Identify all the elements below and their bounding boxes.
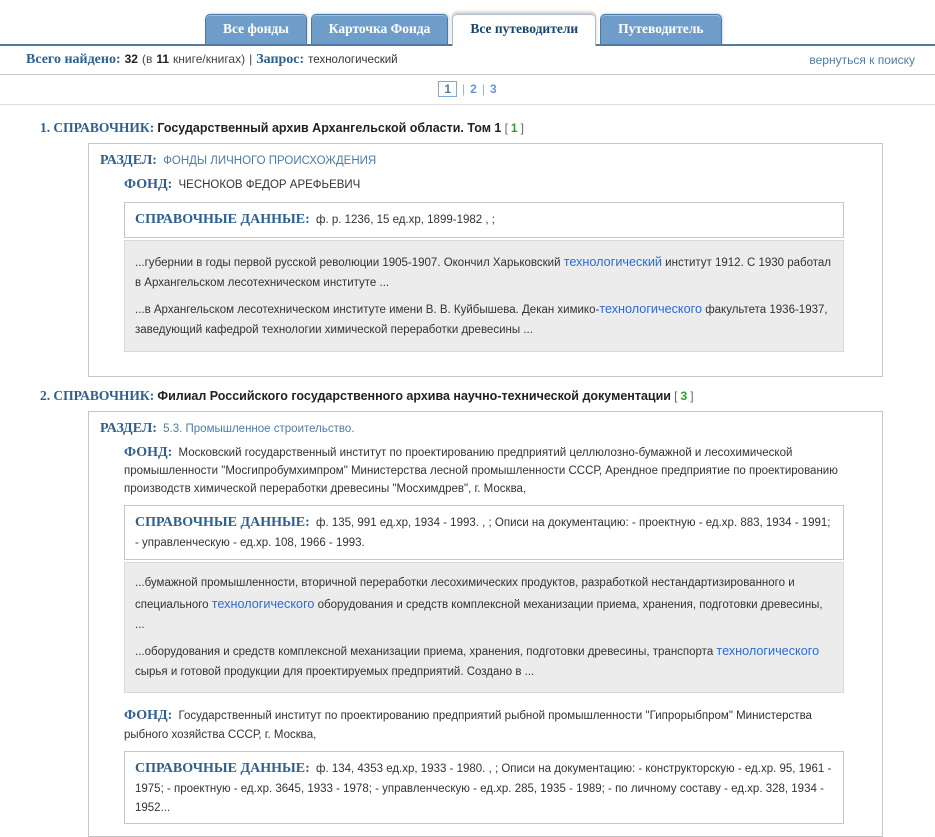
fond-details xyxy=(124,751,844,824)
snippet-text xyxy=(135,251,833,293)
reference-data-box xyxy=(124,751,844,824)
snippet-part: ...бумажной промышленности, вторичной переработки лесохимических продуктов, разработкой нестандартизированного и специального xyxy=(135,576,795,611)
snippet-part: ...губернии в годы первой русской революции 1905-1907. Окончил Харьковский xyxy=(135,257,564,270)
query-label: Запрос: xyxy=(256,52,305,67)
tab-3[interactable]: Все путеводители xyxy=(452,14,596,46)
fond-details xyxy=(124,505,844,693)
fond-name: Государственный институт по проектированию предприятий рыбной промышленности "Гипрорыбпром" Министерства рыбного хозяйства СССР, г. Москва, xyxy=(124,710,812,742)
bracket-open: [ xyxy=(674,388,678,403)
reference-data-value: ф. р. 1236, 15 ед.хр, 1899-1982 , ; xyxy=(315,213,495,226)
snippet-text xyxy=(135,573,833,635)
page-2[interactable]: 2 xyxy=(470,82,477,96)
result-title: Филиал Российского государственного архива научно-технической документации xyxy=(157,388,671,403)
fond-details xyxy=(124,202,844,352)
snippet-highlight: технологический xyxy=(563,255,662,270)
fond-name: Московский государственный институт по проектированию предприятий целлюлозно-бумажной и лесохимической промышленности "Мосгипробумхимпром" Министерства лесной промышленности СССР, Арендное предприятие по проектированию производств химической переработки древесины "Мосхимдрев", г. Москва, xyxy=(124,446,838,496)
reference-data-label: СПРАВОЧНЫЕ ДАННЫЕ: xyxy=(135,514,310,530)
query-value: технологический xyxy=(308,54,398,66)
result-header xyxy=(40,120,935,136)
snippets-box xyxy=(124,562,844,694)
snippet-part: ...оборудования и средств комплексной механизации приема, хранения, подготовки древесины, транспорта xyxy=(135,646,717,659)
tab-4[interactable]: Путеводитель xyxy=(600,14,721,44)
section-row xyxy=(100,153,882,169)
tab-bar xyxy=(0,0,935,46)
fond-row xyxy=(124,442,842,499)
page-1: 1 xyxy=(438,81,457,97)
section-row xyxy=(100,421,882,437)
books-count: 11 xyxy=(156,52,170,66)
bracket-close: ] xyxy=(690,388,694,403)
pagination xyxy=(0,75,935,105)
result-type-label: СПРАВОЧНИК: xyxy=(53,387,155,403)
fond-row xyxy=(124,705,842,745)
results-summary-bar xyxy=(0,46,935,75)
fond-row xyxy=(124,174,842,196)
snippet-highlight: технологического xyxy=(211,596,315,611)
reference-data-value: ф. 135, 991 ед.хр, 1934 - 1993. , ; Описи на документацию: - проектную - ед.хр. 883, 1934 - 1991; - управленческую - ед.хр. 108, 1966 - 1993. xyxy=(135,516,831,550)
found-count: 32 xyxy=(124,52,138,66)
result-number: 1. xyxy=(40,120,51,135)
reference-data-box xyxy=(124,202,844,238)
section-link[interactable]: ФОНДЫ ЛИЧНОГО ПРОИСХОЖДЕНИЯ xyxy=(163,155,377,167)
result-body xyxy=(88,143,883,377)
search-result xyxy=(0,120,935,377)
section-link[interactable]: 5.3. Промышленное строительство. xyxy=(163,422,355,435)
result-title: Государственный архив Архангельской области. Том 1 xyxy=(157,121,502,135)
books-prefix: (в xyxy=(141,52,153,66)
result-number: 2. xyxy=(40,387,51,403)
fond-label: ФОНД: xyxy=(124,444,173,460)
snippet-highlight: технологического xyxy=(716,644,820,659)
reference-data-box xyxy=(124,505,844,560)
snippet-part: ...в Архангельском лесотехническом институте имени В. В. Куйбышева. Декан химико- xyxy=(135,304,600,317)
search-result xyxy=(0,388,935,837)
reference-data-value: ф. 134, 4353 ед.хр, 1933 - 1980. , ; Описи на документацию: - конструкторскую - ед.хр. 95, 1961 - 1975; - проектную - ед.хр. 3645, 1933 - 1978; - управленческую - ед.хр. 285, 1935 - 1989; - по личному составу - ед.хр. 328, 1934 - 1952... xyxy=(135,762,832,814)
fond-label: ФОНД: xyxy=(124,177,173,192)
snippets-box xyxy=(124,240,844,352)
reference-data-label: СПРАВОЧНЫЕ ДАННЫЕ: xyxy=(135,760,310,776)
tab-1[interactable]: Все фонды xyxy=(205,14,307,44)
section-label: РАЗДЕЛ: xyxy=(100,420,157,436)
snippet-part: факультета 1936-1937, заведующий кафедрой технологии химической переработки древесины ... xyxy=(135,304,828,337)
bracket-close: ] xyxy=(520,121,524,135)
bracket-open: [ xyxy=(504,121,508,135)
section-label: РАЗДЕЛ: xyxy=(100,153,157,168)
fond-label: ФОНД: xyxy=(124,708,173,724)
result-type-label: СПРАВОЧНИК: xyxy=(53,120,155,135)
back-to-search-link[interactable]: вернуться к поиску xyxy=(809,53,915,67)
tab-2[interactable]: Карточка Фонда xyxy=(311,14,449,44)
result-header xyxy=(40,388,935,404)
snippet-part: сырья и готовой продукции для проектируемых предприятий. Создано в ... xyxy=(135,666,535,679)
reference-data-label: СПРАВОЧНЫЕ ДАННЫЕ: xyxy=(135,211,310,227)
found-label: Всего найдено: xyxy=(26,52,121,67)
snippet-highlight: технологического xyxy=(599,302,702,317)
page-3[interactable]: 3 xyxy=(489,82,497,96)
pagination-separator: | xyxy=(481,82,485,96)
fond-name: ЧЕСНОКОВ ФЕДОР АРЕФЬЕВИЧ xyxy=(178,179,361,191)
snippet-text xyxy=(135,640,833,682)
snippet-part: оборудования и средств комплексной механизации приема, хранения, подготовки древесины, ... xyxy=(135,598,823,631)
result-body xyxy=(88,411,883,837)
summary-divider: | xyxy=(249,52,253,66)
result-count: 3 xyxy=(680,388,688,403)
results-summary xyxy=(26,52,402,68)
snippet-text xyxy=(135,298,833,340)
result-count: 1 xyxy=(510,121,518,135)
snippet-part: институт 1912. С 1930 работал в Архангельском лесотехническом институте ... xyxy=(135,257,832,290)
books-suffix: книге/книгах) xyxy=(173,52,246,66)
results-list xyxy=(0,105,935,837)
pagination-separator: | xyxy=(462,82,466,96)
